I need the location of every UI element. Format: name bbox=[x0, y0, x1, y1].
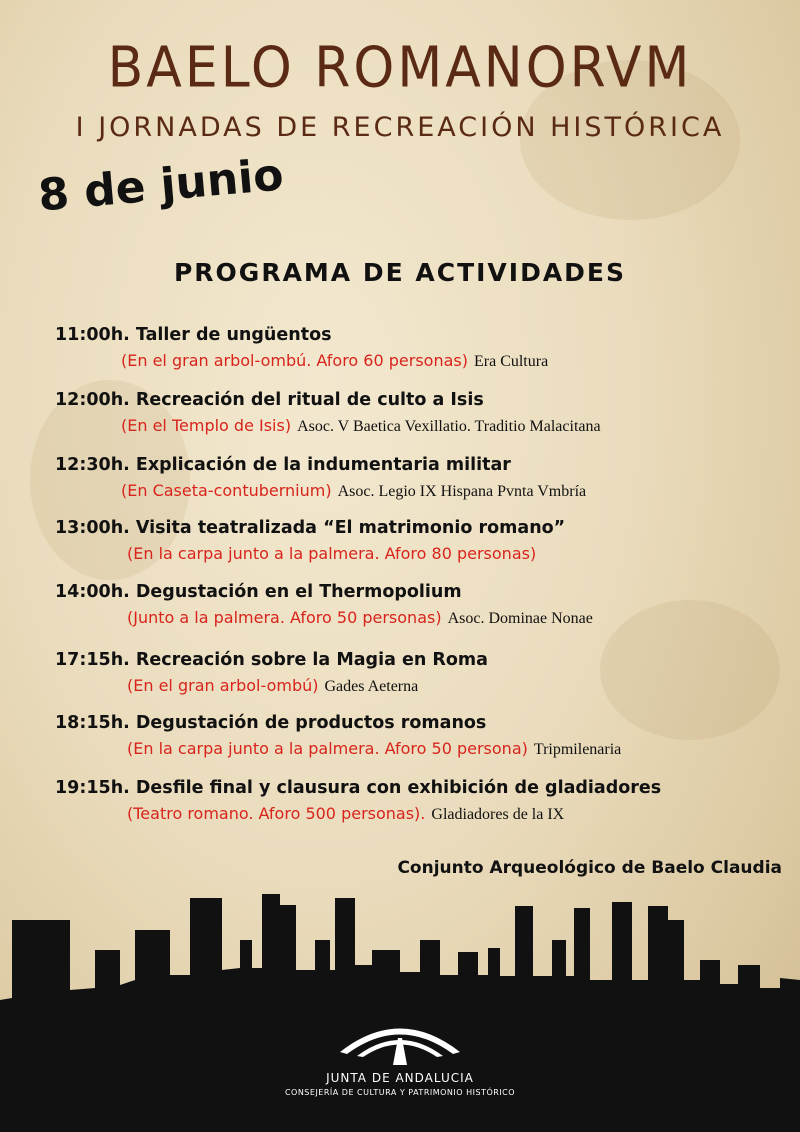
junta-logo-block bbox=[0, 1010, 800, 1097]
program-item bbox=[55, 390, 790, 436]
item-location: (Junto a la palmera. Aforo 50 personas) bbox=[127, 608, 442, 627]
poster-subtitle: I JORNADAS DE RECREACIÓN HISTÓRICA bbox=[75, 112, 725, 143]
item-time-activity: 13:00h. Visita teatralizada “El matrimonio romano” bbox=[55, 518, 566, 538]
item-time-activity: 12:30h. Explicación de la indumentaria militar bbox=[55, 455, 511, 475]
program-item bbox=[55, 582, 790, 628]
item-organizer: Asoc. Legio IX Hispana Pvnta Vmbría bbox=[337, 483, 587, 500]
item-organizer: Gladiadores de la IX bbox=[431, 806, 565, 823]
item-organizer: Tripmilenaria bbox=[533, 741, 622, 758]
item-location: (En el gran arbol-ombú) bbox=[127, 676, 319, 695]
item-location: (En el Templo de Isis) bbox=[121, 416, 292, 435]
item-time-activity: 19:15h. Desfile final y clausura con exhibición de gladiadores bbox=[55, 778, 662, 798]
item-organizer: Gades Aeterna bbox=[324, 678, 419, 695]
item-organizer: Asoc. Dominae Nonae bbox=[447, 610, 593, 627]
poster-title: BAELO ROMANORVM bbox=[107, 35, 693, 101]
program-item bbox=[55, 713, 790, 759]
program-item bbox=[55, 518, 790, 563]
junta-andalucia-logo-icon bbox=[335, 1010, 465, 1065]
program-item bbox=[55, 325, 790, 371]
item-organizer: Asoc. V Baetica Vexillatio. Traditio Malacitana bbox=[297, 418, 601, 435]
program-item bbox=[55, 650, 790, 696]
item-time-activity: 14:00h. Degustación en el Thermopolium bbox=[55, 582, 462, 602]
item-location: (En el gran arbol-ombú. Aforo 60 personas) bbox=[121, 351, 468, 370]
item-time-activity: 17:15h. Recreación sobre la Magia en Roma bbox=[55, 650, 488, 670]
item-time-activity: 11:00h. Taller de ungüentos bbox=[55, 325, 332, 345]
site-credit: Conjunto Arqueológico de Baelo Claudia bbox=[397, 858, 782, 878]
item-location: (En la carpa junto a la palmera. Aforo 50 persona) bbox=[127, 739, 528, 758]
item-time-activity: 12:00h. Recreación del ritual de culto a Isis bbox=[55, 390, 484, 410]
item-location: (En la carpa junto a la palmera. Aforo 80 personas) bbox=[127, 544, 537, 563]
program-title: PROGRAMA DE ACTIVIDADES bbox=[173, 258, 627, 287]
junta-name: JUNTA DE ANDALUCIA bbox=[326, 1071, 474, 1085]
consejeria-name: CONSEJERÍA DE CULTURA Y PATRIMONIO HISTÓRICO bbox=[284, 1088, 516, 1097]
item-time-activity: 18:15h. Degustación de productos romanos bbox=[55, 713, 487, 733]
program-item bbox=[55, 455, 790, 501]
program-item bbox=[55, 778, 790, 824]
item-location: (En Caseta-contubernium) bbox=[121, 481, 332, 500]
item-organizer: Era Cultura bbox=[473, 353, 549, 370]
event-date: 8 de junio bbox=[36, 149, 286, 222]
item-location: (Teatro romano. Aforo 500 personas). bbox=[127, 804, 426, 823]
